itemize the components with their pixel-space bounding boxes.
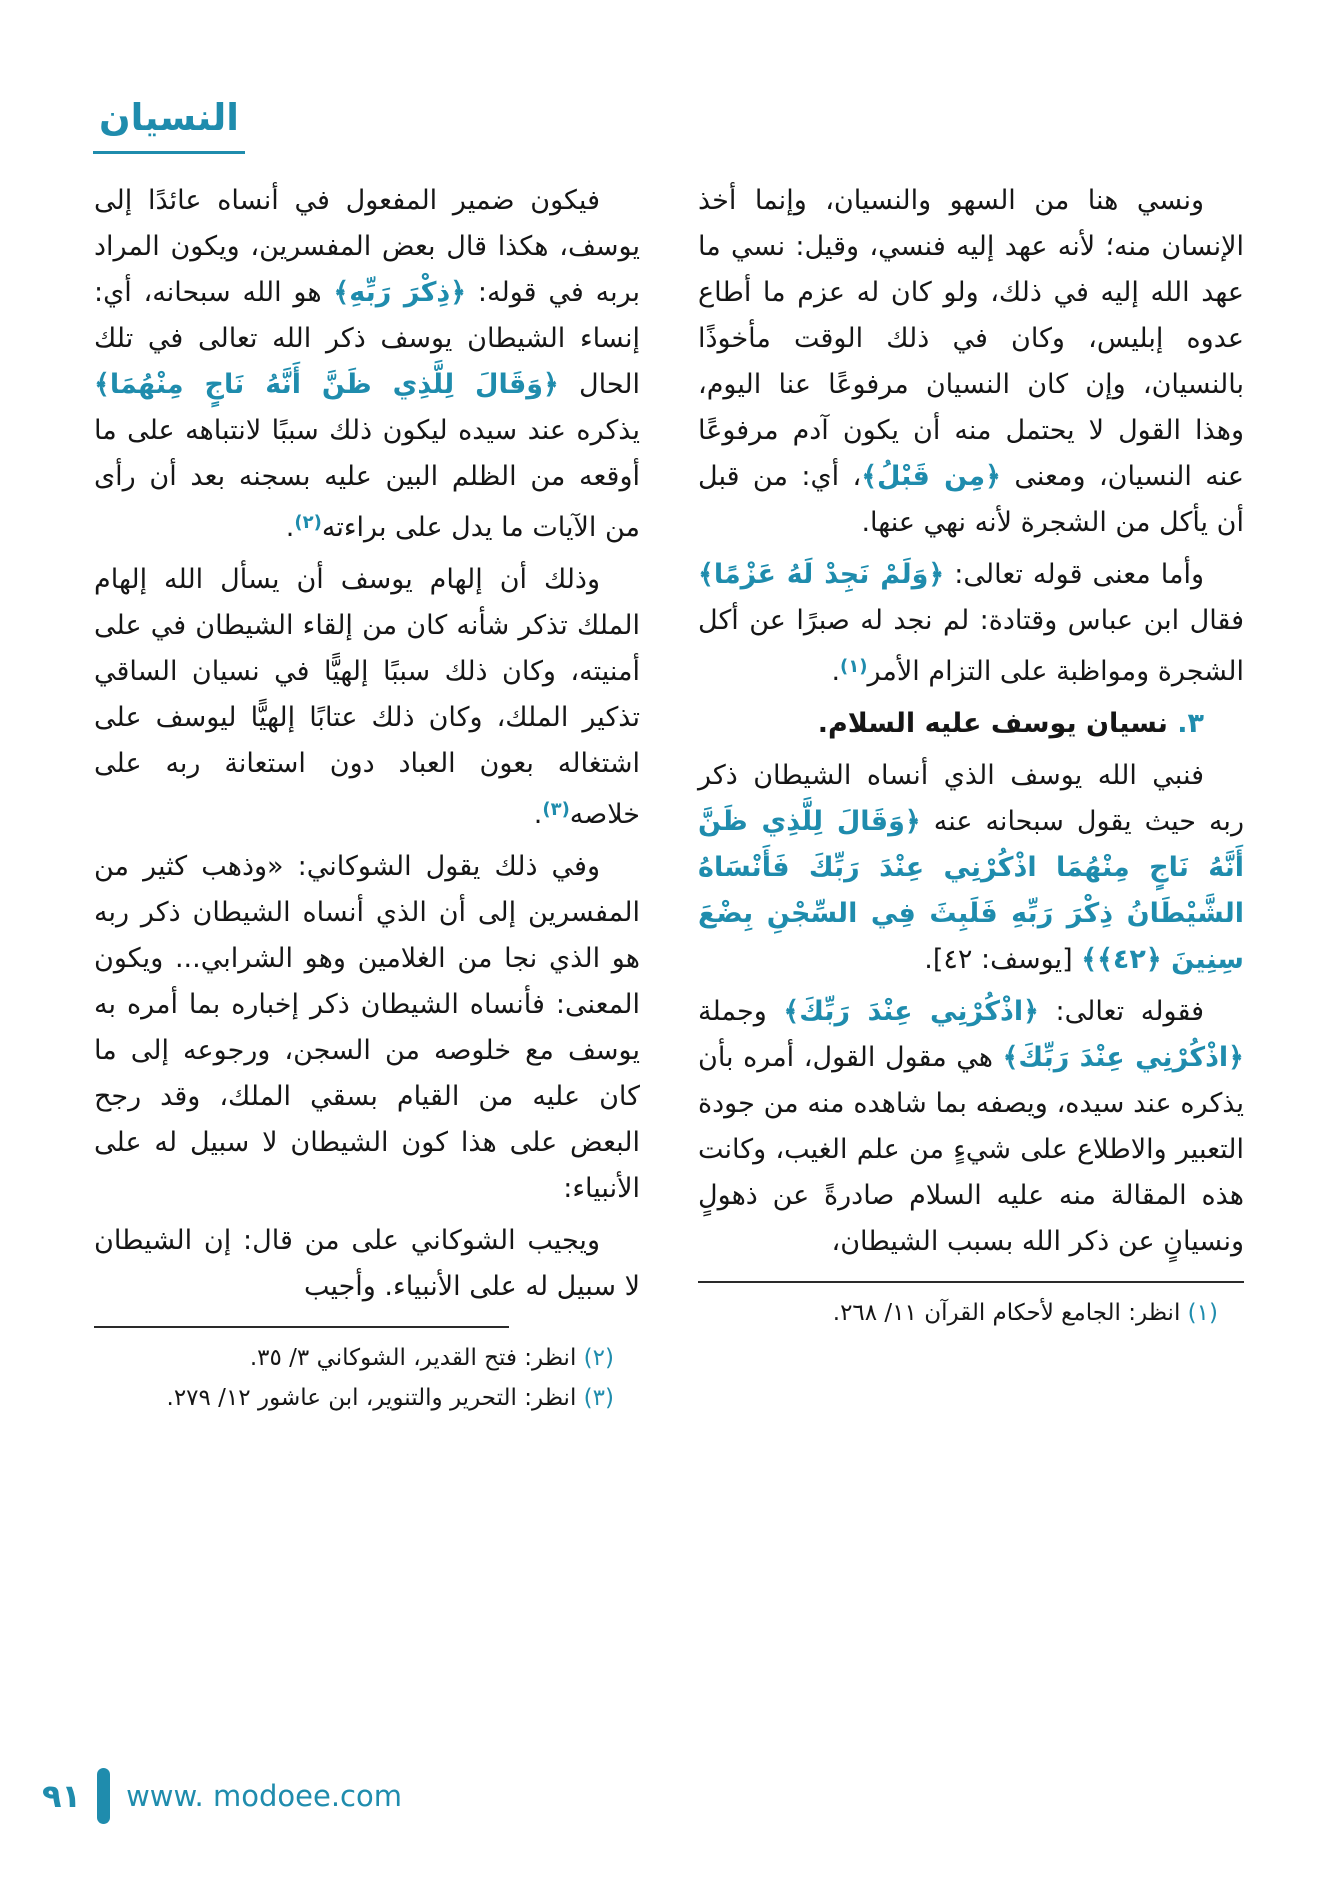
paragraph: [94, 178, 640, 551]
body-text: يذكره عند سيده ليكون ذلك سببًا لانتباهه على ما أوقعه من الظلم البين عليه بسجنه بعد أن رأى من الآيات ما يدل على براءته: [94, 415, 640, 543]
quran-verse: ﴿مِن قَبْلُ﴾: [861, 461, 1001, 492]
page-number: ٩١: [42, 1777, 82, 1815]
quran-verse: ﴿وَلَمْ نَجِدْ لَهُ عَزْمًا﴾: [698, 559, 945, 590]
page-content: [95, 178, 1244, 1418]
paragraphs-right: [698, 178, 1244, 1265]
paragraph: [94, 844, 640, 1212]
body-text: [يوسف: ٤٢].: [924, 944, 1082, 975]
footnote-marker: (٣): [576, 1385, 614, 1411]
footnote-list-left: [94, 1338, 640, 1418]
heading-number: ٣.: [1167, 708, 1204, 739]
footnote: [94, 1338, 640, 1378]
paragraph: [698, 178, 1244, 546]
body-text: وجملة: [698, 996, 784, 1027]
footnote-list-right: [698, 1293, 1244, 1333]
footnote-text: انظر: التحرير والتنوير، ابن عاشور ١٢/ ٢٧٩.: [166, 1385, 577, 1411]
footnote-ref: (٢): [294, 512, 322, 533]
body-text: فقوله تعالى:: [1038, 996, 1205, 1027]
paragraph: [94, 1218, 640, 1310]
website-url: www. modoee.com: [126, 1779, 402, 1813]
footnote-separator: [94, 1326, 509, 1328]
body-text: .: [533, 799, 543, 830]
body-text: فقال ابن عباس وقتادة: لم نجد له صبرًا عن أكل الشجرة ومواظبة على التزام الأمر: [698, 605, 1244, 687]
paragraph: [698, 552, 1244, 695]
body-text: وأما معنى قوله تعالى:: [944, 559, 1204, 590]
page-title: النسيان: [93, 96, 245, 154]
footnote-ref: (١): [840, 656, 868, 677]
footnote-text: انظر: الجامع لأحكام القرآن ١١/ ٢٦٨.: [832, 1300, 1181, 1326]
body-text: وفي ذلك يقول الشوكاني: «وذهب كثير من المفسرين إلى أن الذي أنساه الشيطان ذكر ربه هو الذي نجا من الغلامين وهو الشرابي... ويكون المعنى: فأنساه الشيطان ذكر إخباره بما أمره به يوسف مع خلوصه من السجن، ورجوعه إلى ما كان عليه من القيام بسقي الملك، وقد رجح البعض على هذا كون الشيطان لا سبيل له على الأنبياء:: [94, 851, 640, 1204]
body-text: ونسي هنا من السهو والنسيان، وإنما أخذ الإنسان منه؛ لأنه عهد إليه فنسي، وقيل: نسي ما عهد الله إليه في ذلك، ولو كان له عزم ما أطاع عدوه إبليس، وكان في ذلك الوقت مأخوذًا بالنسيان، وإن كان النسيان مرفوعًا عنا اليوم، وهذا القول لا يحتمل منه أن يكون آدم مرفوعًا عنه النسيان، ومعنى: [698, 185, 1244, 492]
page-footer: [42, 1768, 402, 1824]
body-text: وذلك أن إلهام يوسف أن يسأل الله إلهام الملك تذكر شأنه كان من إلقاء الشيطان في على أمنيته، وكان ذلك سببًا إلهيًّا في نسيان الساقي تذكير الملك، وكان ذلك عتابًا إلهيًّا ليوسف على اشتغاله بعون العباد دون استعانة ربه على خلاصه: [94, 564, 640, 830]
paragraphs-left: [94, 178, 640, 1310]
footnote: [698, 1293, 1244, 1333]
section-heading: [698, 701, 1244, 747]
body-text: فيكون ضمير المفعول في أنساه عائدًا إلى يوسف، هكذا قال بعض المفسرين، ويكون المراد بربه في قوله:: [94, 185, 640, 308]
body-text: هو الله سبحانه، أي: إنساء الشيطان يوسف ذكر الله تعالى في تلك الحال: [94, 277, 640, 400]
body-text: .: [831, 656, 841, 687]
footer-divider-bar: [97, 1768, 110, 1824]
column-left: [94, 178, 640, 1418]
body-text: هي مقول القول، أمره بأن يذكره عند سيده، ويصفه بما شاهده منه من جودة التعبير والاطلاع على شيءٍ من علم الغيب، وكانت هذه المقالة منه عليه السلام صادرةً عن ذهولٍ ونسيانٍ عن ذكر الله بسبب الشيطان،: [698, 1042, 1244, 1257]
quran-verse: ﴿ذِكْرَ رَبِّهِ﴾: [333, 277, 467, 308]
body-text: ، أي: من قبل أن يأكل من الشجرة لأنه نهي عنها.: [698, 461, 1244, 538]
footnote-marker: (٢): [576, 1345, 614, 1371]
quran-verse: ﴿وَقَالَ لِلَّذِي ظَنَّ أَنَّهُ نَاجٍ مِنْهُمَا﴾: [94, 369, 559, 400]
footnote-separator: [698, 1281, 1244, 1283]
quran-verse: ﴿وَقَالَ لِلَّذِي ظَنَّ أَنَّهُ نَاجٍ مِنْهُمَا اذْكُرْنِي عِنْدَ رَبِّكَ فَأَنْسَاهُ الشَّيْطَانُ ذِكْرَ رَبِّهِ فَلَبِثَ فِي السِّجْنِ بِضْعَ سِنِينَ ﴿٤٢﴾﴾: [698, 806, 1244, 975]
paragraph: [698, 753, 1244, 983]
column-right: [698, 178, 1244, 1418]
footnote-marker: (١): [1180, 1300, 1218, 1326]
quran-verse: ﴿اذْكُرْنِي عِنْدَ رَبِّكَ﴾: [1002, 1042, 1245, 1073]
footnote-text: انظر: فتح القدير، الشوكاني ٣/ ٣٥.: [249, 1345, 577, 1371]
body-text: ويجيب الشوكاني على من قال: إن الشيطان لا سبيل له على الأنبياء. وأجيب: [94, 1225, 640, 1302]
paragraph: [94, 557, 640, 838]
body-text: فنبي الله يوسف الذي أنساه الشيطان ذكر ربه حيث يقول سبحانه عنه: [698, 760, 1244, 837]
quran-verse: ﴿اذْكُرْنِي عِنْدَ رَبِّكَ﴾: [783, 996, 1039, 1027]
body-text: .: [285, 512, 295, 543]
footnote: [94, 1378, 640, 1418]
paragraph: [698, 989, 1244, 1265]
body-text: نسيان يوسف عليه السلام.: [817, 708, 1168, 739]
footnote-ref: (٣): [542, 799, 570, 820]
